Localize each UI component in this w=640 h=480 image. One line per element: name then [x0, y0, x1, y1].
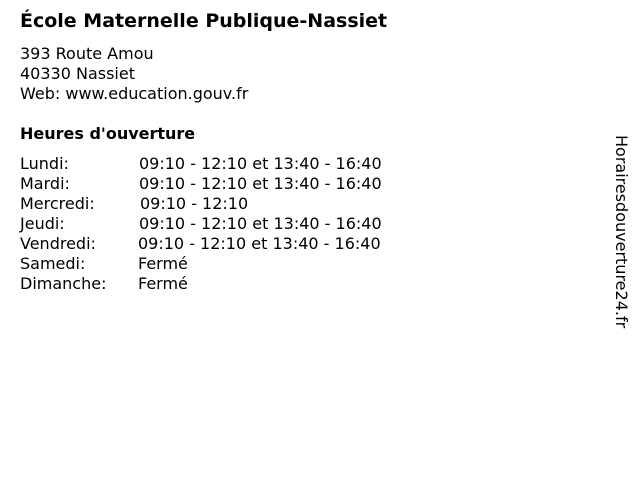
day-label: Mercredi:: [20, 194, 95, 213]
day-hours: Fermé: [138, 254, 188, 273]
day-label: Dimanche:: [20, 274, 107, 293]
address-web: Web: www.education.gouv.fr: [20, 84, 249, 103]
address-city: 40330 Nassiet: [20, 64, 135, 83]
day-label: Samedi:: [20, 254, 86, 273]
page-title: École Maternelle Publique-Nassiet: [20, 10, 388, 32]
hours-heading: Heures d'ouverture: [20, 124, 196, 143]
day-label: Lundi:: [20, 154, 69, 173]
day-label: Mardi:: [20, 174, 70, 193]
day-hours: 09:10 - 12:10 et 13:40 - 16:40: [139, 174, 382, 193]
day-hours: Fermé: [138, 274, 188, 293]
day-label: Jeudi:: [20, 214, 65, 233]
day-hours: 09:10 - 12:10: [140, 194, 249, 213]
day-hours: 09:10 - 12:10 et 13:40 - 16:40: [139, 214, 382, 233]
address-block: [20, 44, 248, 104]
address-street: 393 Route Amou: [20, 44, 154, 63]
day-label: Vendredi:: [20, 234, 96, 253]
day-hours: 09:10 - 12:10 et 13:40 - 16:40: [138, 234, 381, 253]
day-hours: 09:10 - 12:10 et 13:40 - 16:40: [139, 154, 382, 173]
site-watermark: Horairesdouverture24.fr: [612, 135, 631, 329]
